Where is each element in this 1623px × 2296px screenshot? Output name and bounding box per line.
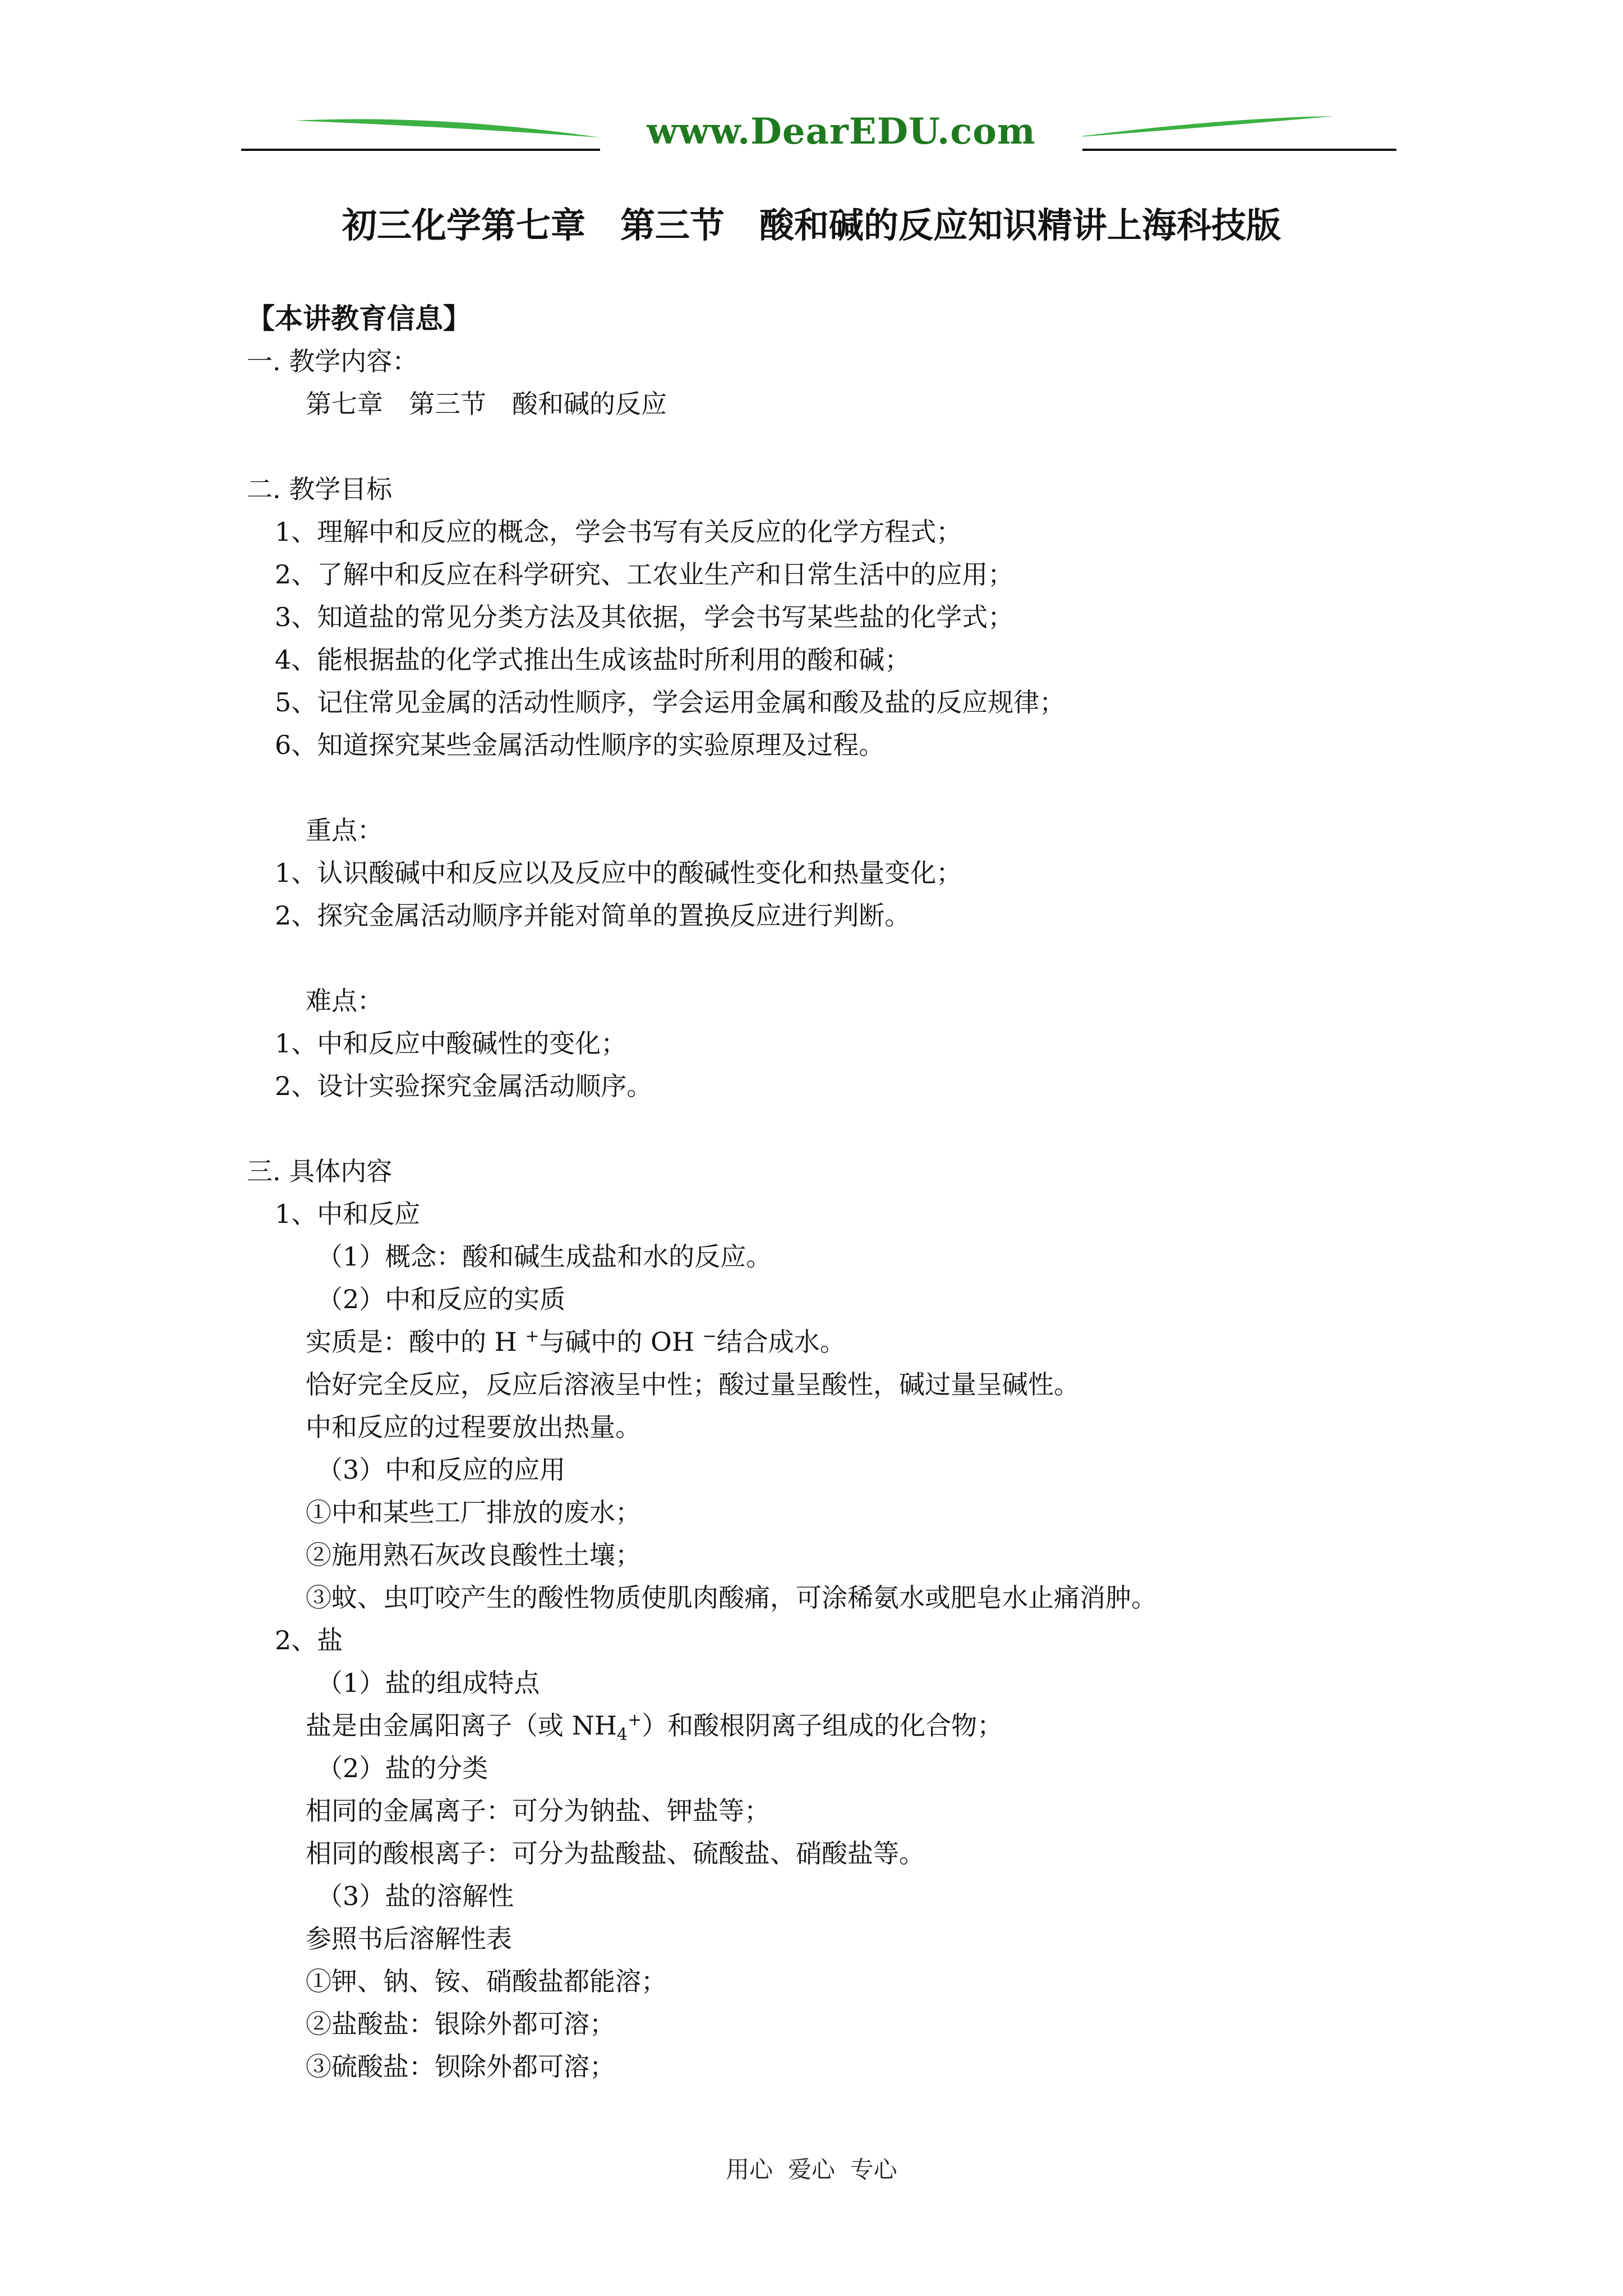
goal-item: 5、记住常见金属的活动性顺序，学会运用金属和酸及盐的反应规律；	[275, 687, 1066, 717]
neutralization-essence-title: （2）中和反应的实质	[317, 1284, 566, 1314]
hydroxide-ion-charge: −	[702, 1326, 717, 1346]
essence-text-pre: 实质是：酸中的 H	[306, 1327, 525, 1357]
neutralization-application-title: （3）中和反应的应用	[317, 1455, 566, 1485]
classification-item: 相同的酸根离子：可分为盐酸盐、硫酸盐、硝酸盐等。	[306, 1838, 925, 1869]
site-header	[241, 109, 1396, 154]
page-title: 初三化学第七章 第三节 酸和碱的反应知识精讲上海科技版	[342, 205, 1281, 246]
application-item: ①中和某些工厂排放的废水；	[306, 1497, 641, 1527]
subsection-salt-title: 2、盐	[275, 1625, 343, 1655]
goal-item: 2、了解中和反应在科学研究、工农业生产和日常生活中的应用；	[275, 559, 1014, 590]
page-footer: 用心 爱心 专心	[726, 2156, 897, 2183]
site-logo-text: www.DearEDU.com	[600, 109, 1082, 154]
subsection-neutralization-title: 1、中和反应	[275, 1199, 421, 1229]
neutralization-essence-line	[247, 1320, 1413, 1363]
key-points-heading: 重点：	[306, 815, 383, 845]
section-label: 【本讲教育信息】	[247, 302, 471, 335]
application-item: ②施用熟石灰改良酸性土壤；	[306, 1540, 641, 1570]
salt-classification-title: （2）盐的分类	[317, 1753, 488, 1783]
document-body	[247, 297, 1413, 2088]
salt-solubility-title: （3）盐的溶解性	[317, 1881, 514, 1911]
part3-heading: 三. 具体内容	[247, 1156, 393, 1186]
goal-item: 6、知道探究某些金属活动性顺序的实验原理及过程。	[275, 730, 885, 760]
part1-heading: 一. 教学内容：	[247, 346, 418, 376]
essence-text-mid: 与碱中的 OH	[539, 1327, 703, 1357]
neutralization-concept: （1）概念：酸和碱生成盐和水的反应。	[317, 1241, 772, 1272]
difficulty-item: 2、设计实验探究金属活动顺序。	[275, 1071, 653, 1101]
solubility-item: 参照书后溶解性表	[306, 1924, 512, 1954]
composition-text-pre: 盐是由金属阳离子（或 NH	[306, 1710, 617, 1741]
key-point-item: 2、探究金属活动顺序并能对简单的置换反应进行判断。	[275, 900, 911, 931]
goal-item: 4、能根据盐的化学式推出生成该盐时所利用的酸和碱；	[275, 645, 911, 675]
hydrogen-ion-charge: +	[525, 1326, 540, 1346]
part2-heading: 二. 教学目标	[247, 474, 393, 504]
solubility-item: ③硫酸盐：钡除外都可溶；	[306, 2051, 615, 2082]
part1-line: 第七章 第三节 酸和碱的反应	[306, 389, 667, 419]
solubility-item: ①钾、钠、铵、硝酸盐都能溶；	[306, 1966, 667, 1996]
salt-composition-title: （1）盐的组成特点	[317, 1668, 540, 1698]
essence-text-post: 结合成水。	[716, 1327, 846, 1357]
salt-composition-line	[247, 1704, 1413, 1747]
composition-text-post: ）和酸根阴离子组成的化合物；	[642, 1710, 1003, 1741]
neutralization-line: 中和反应的过程要放出热量。	[306, 1412, 641, 1442]
application-item: ③蚊、虫叮咬产生的酸性物质使肌肉酸痛，可涂稀氨水或肥皂水止痛消肿。	[306, 1582, 1157, 1613]
ammonium-charge: +	[628, 1710, 642, 1730]
difficulty-item: 1、中和反应中酸碱性的变化；	[275, 1028, 627, 1059]
ammonium-subscript: 4	[617, 1725, 628, 1745]
solubility-item: ②盐酸盐：银除外都可溶；	[306, 2009, 615, 2039]
goal-item: 3、知道盐的常见分类方法及其依据，学会书写某些盐的化学式；	[275, 602, 1014, 632]
classification-item: 相同的金属离子：可分为钠盐、钾盐等；	[306, 1796, 770, 1826]
neutralization-line: 恰好完全反应，反应后溶液呈中性；酸过量呈酸性，碱过量呈碱性。	[306, 1369, 1080, 1400]
goal-item: 1、理解中和反应的概念，学会书写有关反应的化学方程式；	[275, 517, 962, 547]
key-point-item: 1、认识酸碱中和反应以及反应中的酸碱性变化和热量变化；	[275, 858, 962, 888]
difficulties-heading: 难点：	[306, 986, 383, 1016]
